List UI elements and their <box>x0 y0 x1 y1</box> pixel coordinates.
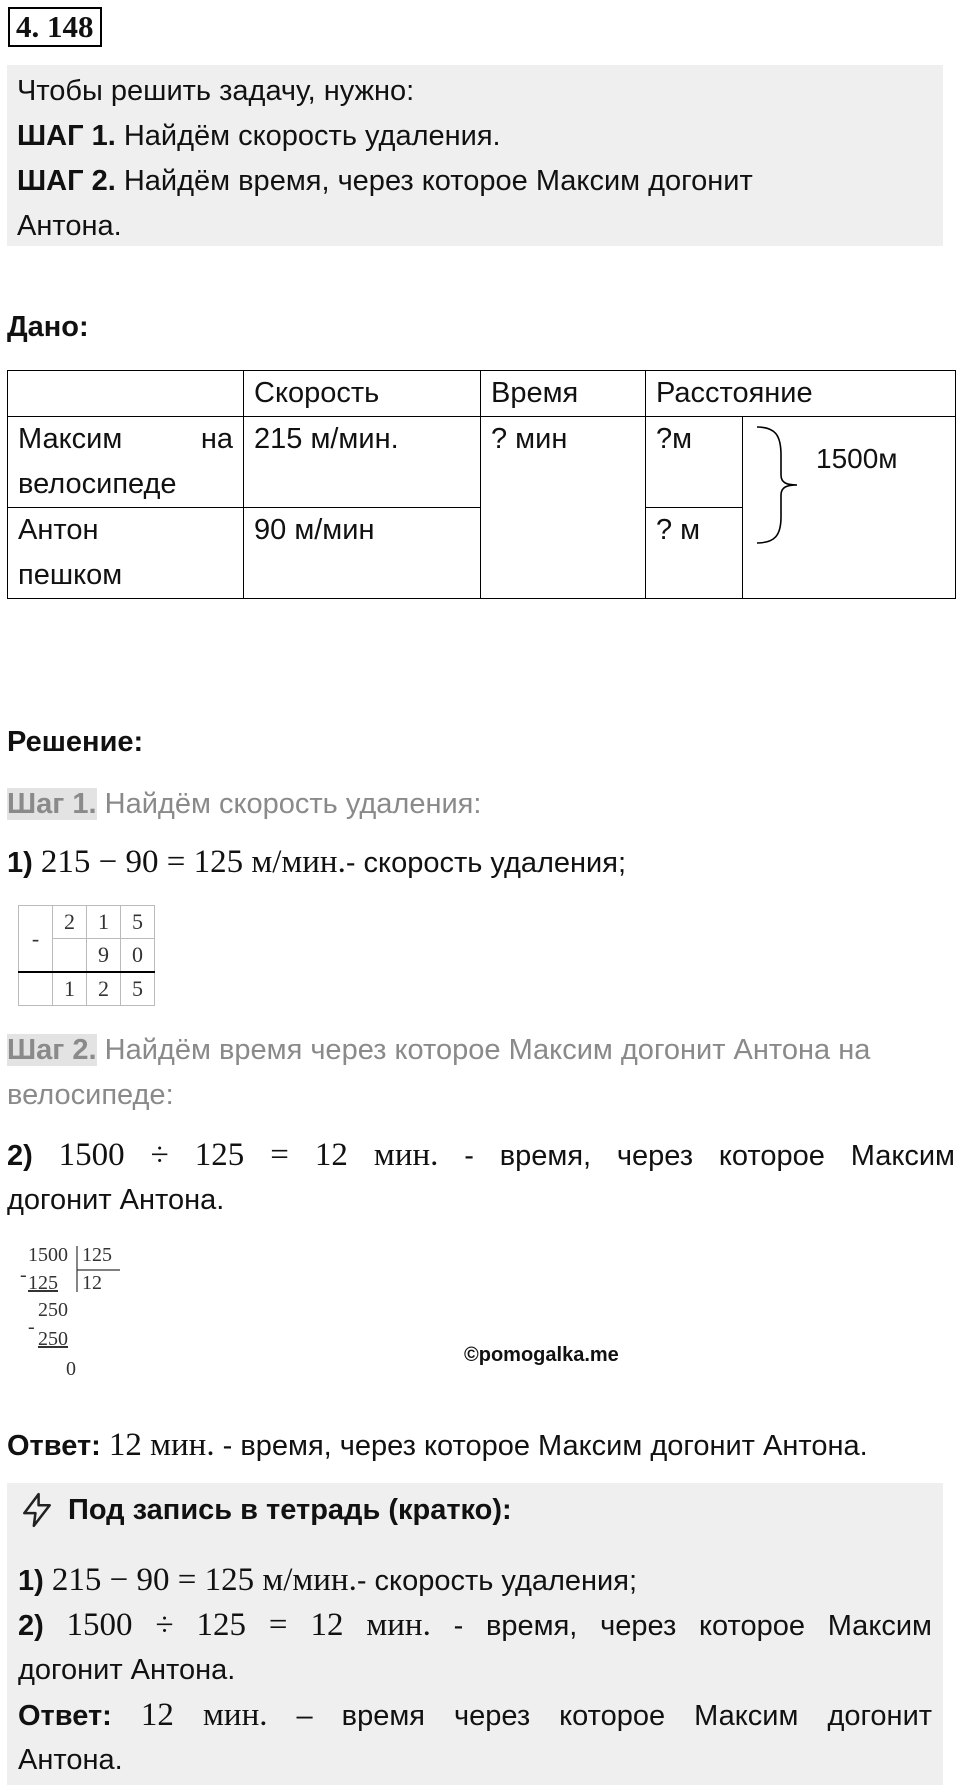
solution-step1 <box>7 782 481 827</box>
step2-text: Найдём время через которое Максим догонит Антона на велосипеде: <box>7 1034 871 1111</box>
long-division <box>20 1242 130 1392</box>
given-table <box>7 370 955 599</box>
solution-heading: Решение: <box>7 726 144 758</box>
intro-step2-text: Найдём время, через которое Максим догонит <box>115 165 753 197</box>
nb-answer-word: Максим <box>694 1700 799 1732</box>
row-time: ? мин <box>481 417 646 599</box>
ld-sub2: 250 <box>38 1328 68 1350</box>
solution-step2 <box>7 1028 955 1118</box>
watermark: ©pomogalka.me <box>464 1344 619 1366</box>
row-anton-speed: 90 м/мин <box>244 508 481 599</box>
notebook-answer <box>18 1693 932 1739</box>
ld-quotient: 12 <box>82 1272 102 1294</box>
eq2-word: - <box>464 1140 474 1172</box>
nb-answer-word: которое <box>559 1700 666 1732</box>
ld-divisor: 125 <box>82 1244 112 1266</box>
column-subtraction <box>18 905 155 1006</box>
eq2-word: Максим <box>850 1140 955 1172</box>
step2-label: Шаг 2. <box>7 1034 97 1066</box>
nb-eq1-number: 1) <box>18 1565 44 1597</box>
nb-eq1-math: 215 − 90 = 125 м/мин. <box>51 1562 357 1598</box>
step1-label: Шаг 1. <box>7 788 97 820</box>
curly-brace-icon <box>753 425 803 545</box>
col-sub-cell <box>19 972 53 1006</box>
nb-answer-label: Ответ: <box>18 1700 112 1732</box>
row-anton-name: Антон <box>18 514 99 546</box>
header-time: Время <box>481 371 646 417</box>
row-maxim-who <box>8 417 244 508</box>
problem-number: 4. 148 <box>8 7 102 47</box>
eq2-word: через <box>616 1140 694 1172</box>
eq1-number: 1) <box>7 847 33 879</box>
eq2-word: время, <box>499 1140 592 1172</box>
notebook-answer-cont: Антона. <box>18 1744 123 1776</box>
notebook-eq2-cont: догонит Антона. <box>18 1654 236 1686</box>
nb-answer-word: – <box>296 1700 313 1732</box>
intro-step2-label: ШАГ 2. <box>17 165 116 197</box>
equation-1 <box>7 840 626 886</box>
eq2-number: 2) <box>7 1140 33 1172</box>
equation-2 <box>7 1133 955 1179</box>
total-distance-label: 1500м <box>816 443 898 474</box>
col-sub-cell <box>53 939 87 973</box>
notebook-title <box>18 1491 512 1529</box>
ld-sub1: 125 <box>28 1272 58 1294</box>
eq2-word: которое <box>718 1140 825 1172</box>
notebook-box <box>7 1483 943 1785</box>
equation-2-cont: догонит Антона. <box>7 1184 225 1216</box>
row-maxim-name: Максим <box>18 423 123 455</box>
intro-box <box>7 65 943 246</box>
ld-minus: - <box>20 1264 27 1286</box>
notebook-eq1 <box>18 1558 932 1604</box>
row-anton-who <box>8 508 244 599</box>
col-sub-cell: 0 <box>121 939 155 973</box>
nb-eq2-word: - <box>453 1610 464 1642</box>
nb-answer-word: через <box>453 1700 531 1732</box>
answer-label: Ответ: <box>7 1430 101 1462</box>
ld-dividend: 1500 <box>28 1244 68 1266</box>
row-maxim-speed: 215 м/мин. <box>244 417 481 508</box>
long-division-lines <box>20 1242 130 1392</box>
nb-eq2-word: через <box>600 1610 677 1642</box>
col-sub-cell: 5 <box>121 972 155 1006</box>
row-maxim-na: на <box>200 423 233 455</box>
answer-line <box>7 1423 868 1469</box>
step1-text: Найдём скорость удаления: <box>96 788 482 820</box>
intro-step1-text: Найдём скорость удаления. <box>115 120 501 152</box>
nb-answer-word: догонит <box>827 1700 933 1732</box>
notebook-title-text: Под запись в тетрадь (кратко): <box>68 1493 512 1526</box>
nb-eq2-word: которое <box>698 1610 805 1642</box>
nb-answer-math: 12 мин. <box>140 1697 268 1733</box>
answer-math: 12 мин. <box>108 1427 215 1463</box>
intro-step2 <box>17 159 933 204</box>
row-anton-mode: пешком <box>18 559 123 591</box>
col-sub-sign: - <box>19 906 53 973</box>
eq1-math: 215 − 90 = 125 м/мин. <box>40 844 346 880</box>
notebook-eq2 <box>18 1603 932 1649</box>
header-cell-empty <box>8 371 244 417</box>
answer-text: - время, через которое Максим догонит Антона. <box>214 1430 868 1462</box>
col-sub-cell: 9 <box>87 939 121 973</box>
header-distance: Расстояние <box>646 371 956 417</box>
eq2-math: 1500 ÷ 125 = 12 мин. <box>58 1137 439 1173</box>
nb-eq2-word: Максим <box>827 1610 932 1642</box>
ld-rem1: 250 <box>38 1299 68 1321</box>
row-maxim-vehicle: велосипеде <box>18 468 177 500</box>
intro-line: Чтобы решить задачу, нужно: <box>17 75 415 107</box>
intro-step2-cont: Антона. <box>17 210 122 242</box>
col-sub-cell: 1 <box>87 906 121 939</box>
eq1-text: - скорость удаления; <box>345 847 627 879</box>
col-sub-cell: 5 <box>121 906 155 939</box>
given-heading: Дано: <box>7 311 89 343</box>
nb-eq2-number: 2) <box>18 1610 44 1642</box>
lightning-icon <box>18 1491 56 1529</box>
intro-step1-label: ШАГ 1. <box>17 120 116 152</box>
nb-eq2-math: 1500 ÷ 125 = 12 мин. <box>66 1607 431 1643</box>
col-sub-cell: 2 <box>53 906 87 939</box>
nb-answer-word: время <box>341 1700 425 1732</box>
row-maxim-distance: ?м <box>646 417 743 508</box>
col-sub-cell: 1 <box>53 972 87 1006</box>
row-anton-distance: ? м <box>646 508 743 599</box>
ld-rem2: 0 <box>66 1358 76 1380</box>
intro-step1 <box>17 114 933 159</box>
header-speed: Скорость <box>244 371 481 417</box>
ld-minus2: - <box>28 1316 35 1338</box>
col-sub-cell: 2 <box>87 972 121 1006</box>
nb-eq1-text: - скорость удаления; <box>356 1565 638 1597</box>
nb-eq2-word: время, <box>485 1610 578 1642</box>
